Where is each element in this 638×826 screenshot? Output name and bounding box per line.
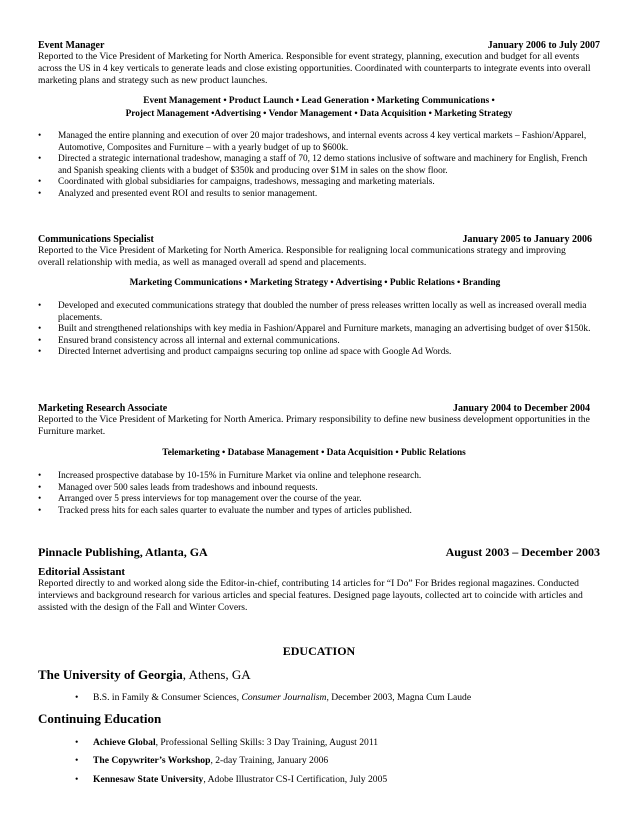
university-line	[38, 667, 251, 683]
bullet-icon: •	[75, 755, 79, 766]
job-event-manager	[38, 40, 600, 201]
skills-line: Telemarketing • Database Management • Data Acquisition • Public Relations	[162, 448, 466, 458]
continuing-item: • Kennesaw State University, Adobe Illustrator CS-I Certification, July 2005	[75, 774, 388, 785]
list-item: • Ensured brand consistency across all internal and external communications.	[38, 335, 340, 346]
list-item: • Directed a strategic international tradeshow, managing a staff of 70, 12 demo stations inclusive of software and machinery for English, French and Spanish speaking clients with a budget of $350k and producing over $1M in sales on the show floor.	[38, 154, 588, 176]
list-item: • Developed and executed communications strategy that doubled the number of press releases written locally as well as increased overall media placements.	[38, 301, 587, 323]
company-name: Pinnacle Publishing, Atlanta, GA	[38, 545, 208, 559]
list-item: • Tracked press hits for each sales quarter to evaluate the number and types of articles published.	[38, 505, 412, 516]
job-description: Reported directly to and worked along side the Editor-in-chief, contributing 14 articles for “I Do” For Brides regional magazines. Conducted interviews and background research for various articles and special features. Designed page layouts, collected art to coincide with articles and assisted with the design of the Fall and Winter Covers.	[38, 578, 583, 613]
job-title: Event Manager	[38, 40, 105, 51]
list-item: • Coordinated with global subsidiaries for campaigns, tradeshows, messaging and marketing materials.	[38, 177, 435, 188]
continuing-item: • Achieve Global, Professional Selling Skills: 3 Day Training, August 2011	[75, 737, 379, 748]
company-date: August 2003 – December 2003	[445, 545, 600, 559]
job-date: January 2006 to July 2007	[487, 40, 600, 51]
list-item: • Directed Internet advertising and product campaigns securing top online ad space with Google Ad Words.	[38, 347, 452, 358]
bullet-icon: •	[75, 774, 79, 785]
section-heading-education: EDUCATION	[282, 644, 356, 658]
job-description: Reported to the Vice President of Marketing for North America. Primary responsibility to define new business development opportunities in the Furniture market.	[38, 414, 590, 437]
bullet-icon: •	[38, 188, 42, 199]
degree-item: • B.S. in Family & Consumer Sciences, Consumer Journalism, December 2003, Magna Cum Laude	[75, 692, 472, 703]
list-item: • Managed the entire planning and execution of over 20 major tradeshows, and internal events across 4 key vertical markets – Fashion/Apparel, Automotive, Composites and Furniture – with a yearly budget of up to $600k.	[38, 131, 587, 153]
list-item: • Built and strengthened relationships with key media in Fashion/Apparel and Furniture markets, managing an advertising budget of over $150k.	[38, 324, 591, 335]
list-item: • Arranged over 5 press interviews for top management over the course of the year.	[38, 494, 362, 505]
job-title: Editorial Assistant	[38, 566, 126, 578]
bullet-icon: •	[38, 494, 42, 505]
list-item: • Analyzed and presented event ROI and results to senior management.	[38, 188, 318, 199]
bullet-icon: •	[75, 692, 79, 703]
bullet-list	[38, 471, 590, 517]
skills-line: Marketing Communications • Marketing Strategy • Advertising • Public Relations • Branding	[129, 278, 501, 288]
continuing-education-heading: Continuing Education	[38, 711, 162, 726]
bullet-icon: •	[38, 324, 42, 335]
job-communications-specialist	[38, 234, 592, 359]
bullet-icon: •	[38, 471, 42, 481]
bullet-icon: •	[38, 301, 42, 311]
list-item: • Increased prospective database by 10-15% in Furniture Market via online and telephone research.	[38, 471, 422, 481]
job-title: Marketing Research Associate	[38, 403, 168, 414]
job-description: Reported to the Vice President of Marketing for North America. Responsible for realigning local communications strategy and improving overall relationship with media, as well as managed overall ad spend and placements.	[38, 245, 566, 268]
job-date: January 2005 to January 2006	[462, 234, 592, 245]
bullet-icon: •	[38, 131, 42, 141]
bullet-icon: •	[38, 154, 42, 165]
job-marketing-research-associate	[38, 403, 590, 517]
bullet-icon: •	[38, 505, 42, 516]
list-item: • Managed over 500 sales leads from tradeshows and inbound requests.	[38, 482, 318, 493]
university-name: The University of Georgia	[38, 667, 183, 682]
skills-line: Project Management •Advertising • Vendor Management • Data Acquisition • Marketing Strategy	[125, 109, 513, 119]
skills-line: Event Management • Product Launch • Lead Generation • Marketing Communications •	[143, 96, 495, 106]
university-location: , Athens, GA	[182, 667, 251, 682]
bullet-icon: •	[75, 737, 79, 748]
degree-major: Consumer Journalism	[241, 692, 327, 703]
bullet-icon: •	[38, 177, 42, 188]
bullet-icon: •	[38, 347, 42, 358]
bullet-list	[38, 301, 592, 359]
employer-pinnacle-publishing	[38, 545, 600, 614]
job-description: Reported to the Vice President of Marketing for North America. Responsible for event strategy, planning, execution and budget for all events across the US in 4 key verticals to generate leads and close existing opportunities. Coordinated with counterparts to integrate events into overall marketing plans and strategy such as new product launches.	[38, 51, 591, 86]
job-date: January 2004 to December 2004	[452, 403, 590, 414]
continuing-item: • The Copywriter’s Workshop, 2-day Training, January 2006	[75, 755, 329, 766]
bullet-list	[38, 131, 600, 201]
bullet-icon: •	[38, 482, 42, 493]
bullet-icon: •	[38, 335, 42, 346]
job-title: Communications Specialist	[38, 234, 154, 245]
